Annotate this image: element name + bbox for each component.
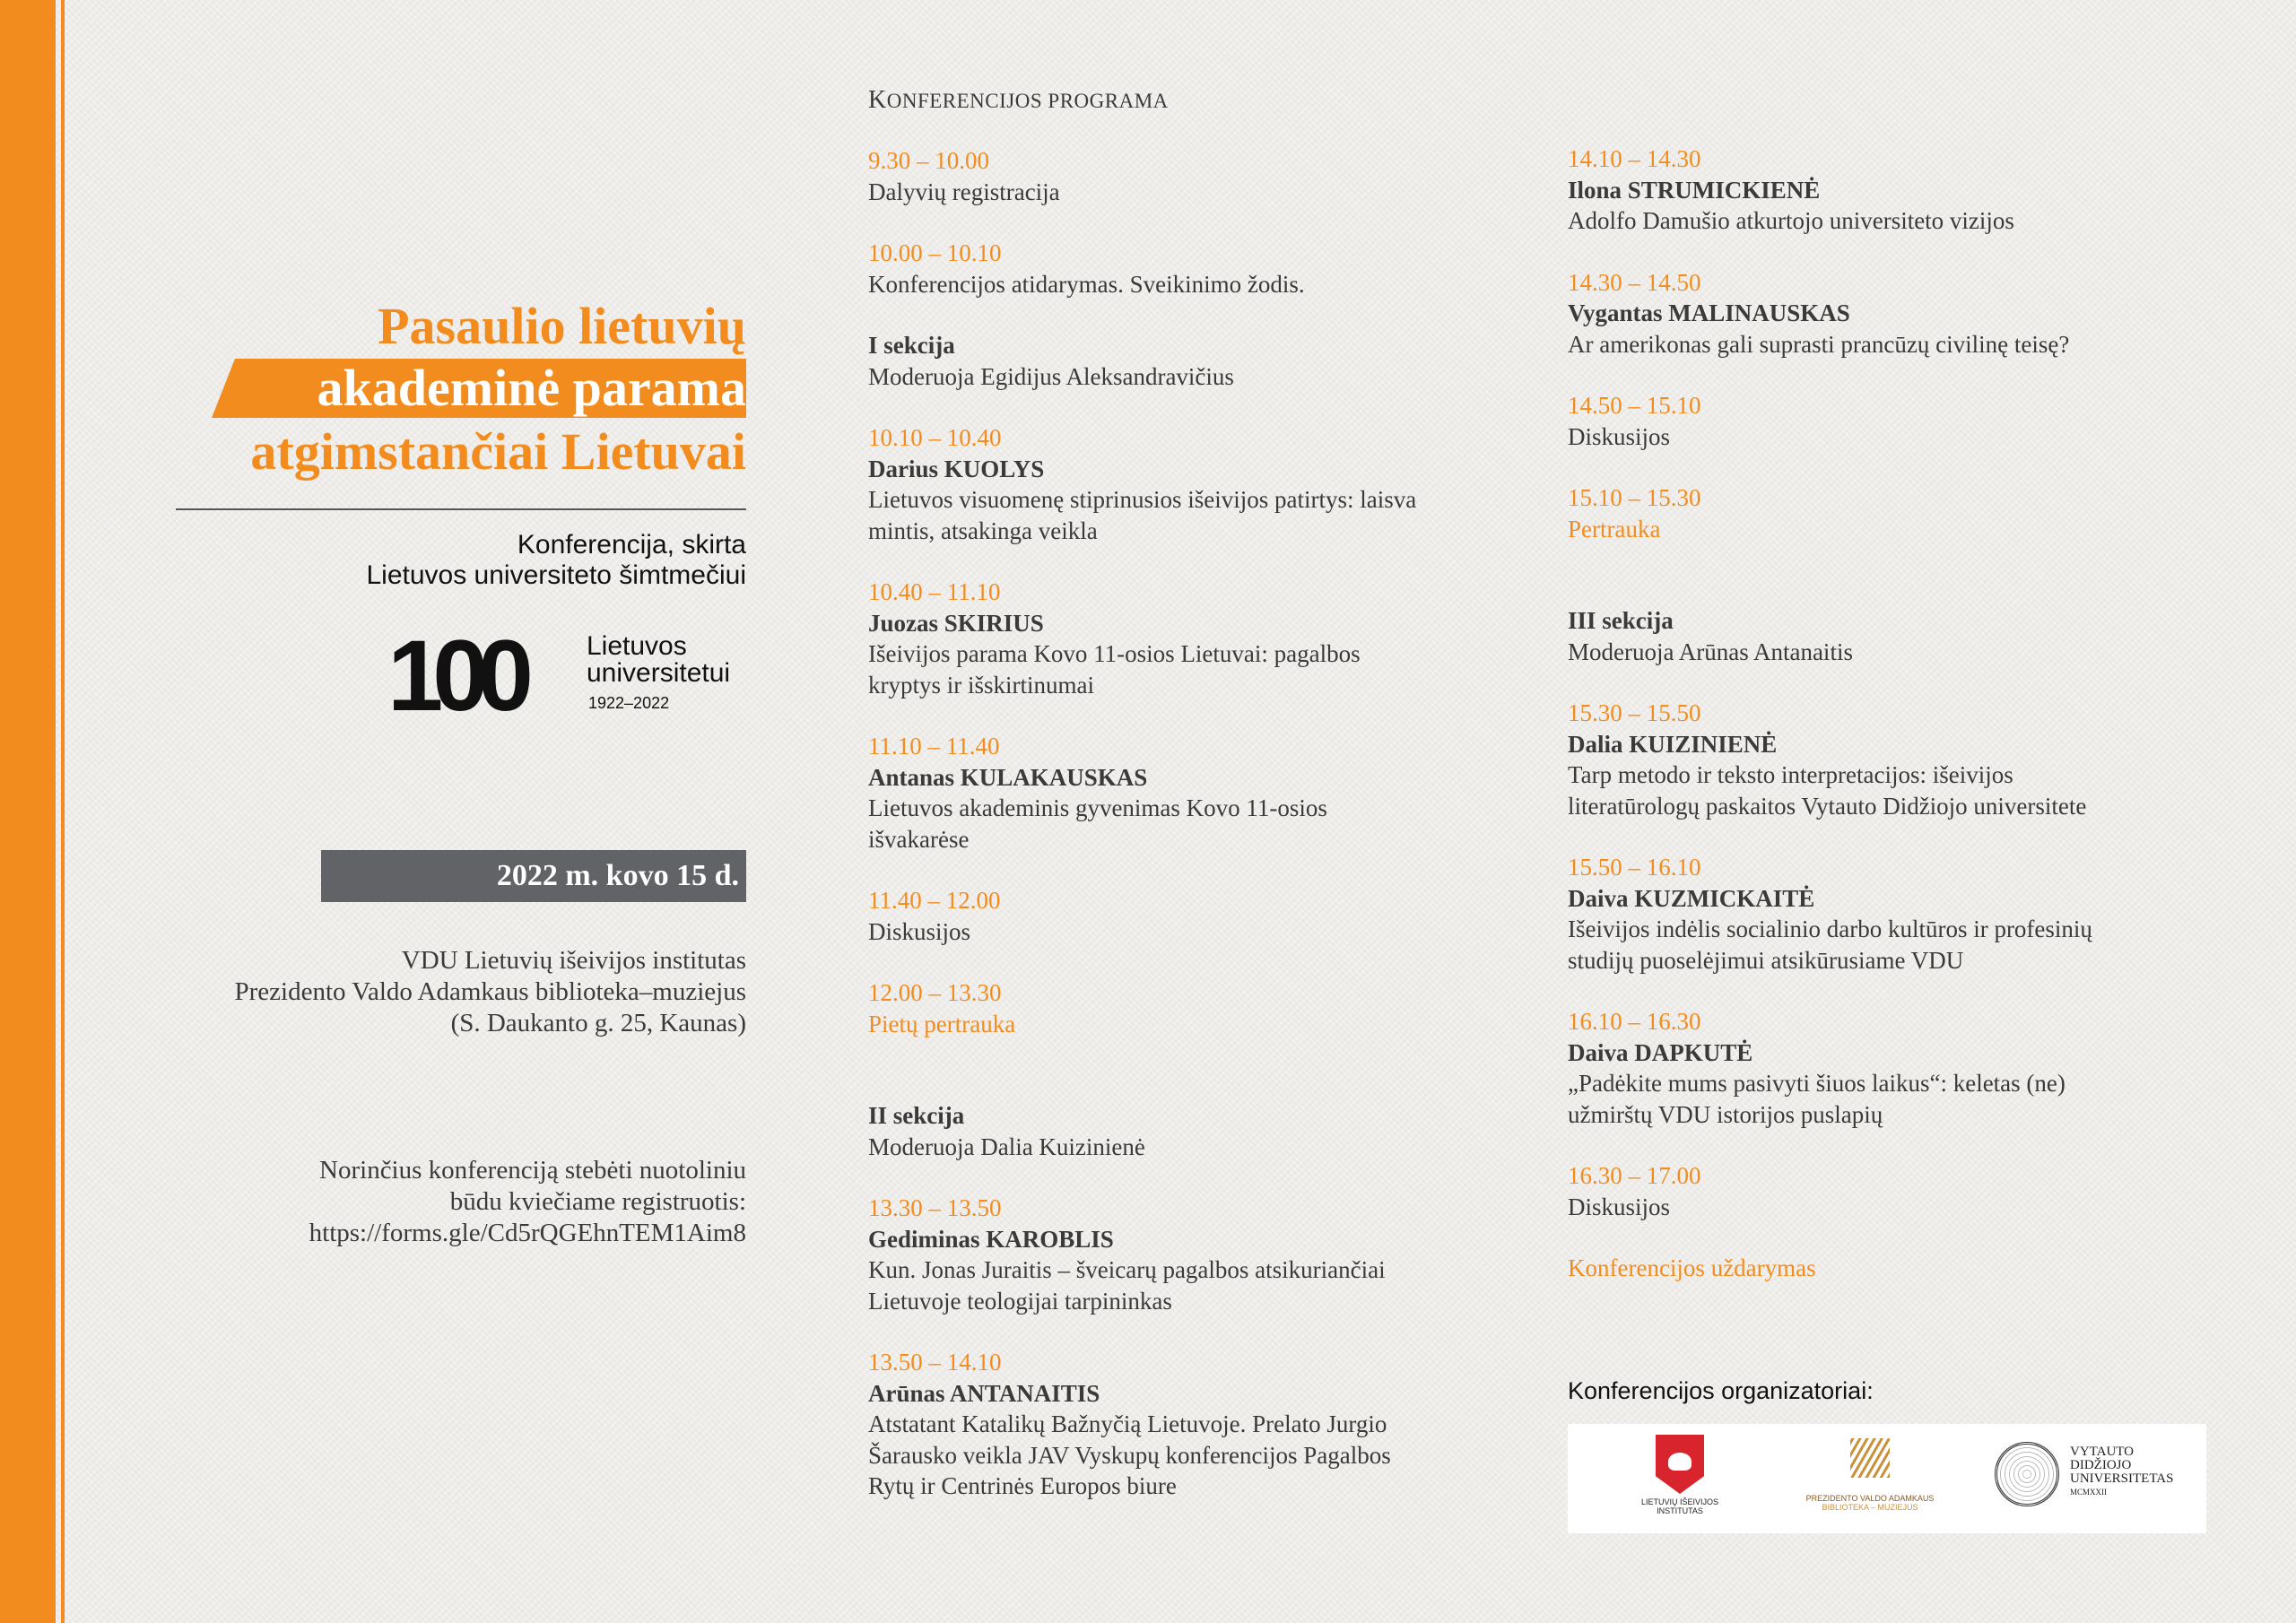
anniversary-line-1: Lietuvos [587, 631, 687, 661]
item-time: 11.40 – 12.00 [868, 887, 1001, 914]
online-registration [309, 1155, 746, 1249]
item-talk-line: mintis, atsakinga veikla [868, 516, 1098, 544]
item-speaker: Antanas KULAKAUSKAS [868, 763, 1148, 791]
item-talk-line: studijų puoselėjimui atsikūrusiame VDU [1568, 946, 1964, 974]
item-time: 15.10 – 15.30 [1568, 484, 1701, 511]
left-orange-stripe [0, 0, 56, 1623]
item-talk-line: Išeivijos parama Kovo 11-osios Lietuvai: pagalbos [868, 640, 1361, 667]
program-item [1568, 267, 2231, 360]
item-speaker: Vygantas MALINAUSKAS [1568, 299, 1850, 326]
org1-line-2: INSTITUTAS [1657, 1506, 1703, 1515]
item-time: 11.10 – 11.40 [868, 733, 1000, 759]
item-talk-line: Atstatant Katalikų Bažnyčią Lietuvoje. Prelato Jurgio [868, 1410, 1387, 1437]
item-talk-line: Lietuvos visuomenę stiprinusios išeivijos patirtys: laisva [868, 486, 1417, 513]
anniversary-number: 100 [387, 620, 523, 732]
org3-line-2: DIDŽIOJO [2070, 1458, 2132, 1472]
item-time: 10.10 – 10.40 [868, 424, 1002, 451]
venue-line-2: Prezidento Valdo Adamkaus biblioteka–muziejus [234, 977, 746, 1006]
org-adamkus-library [1785, 1435, 1955, 1512]
item-talk-line: išvakarėse [868, 825, 970, 853]
section-heading [868, 1100, 1532, 1162]
item-speaker: Dalia KUIZINIENĖ [1568, 730, 1778, 758]
org2-line-1: PREZIDENTO VALDO ADAMKAUS [1805, 1494, 1935, 1503]
anniversary-line-2: universitetui [587, 658, 731, 688]
spacer [1568, 575, 2231, 605]
anniversary-years: 1922–2022 [588, 694, 670, 712]
item-time: 15.50 – 16.10 [1568, 854, 1701, 881]
program-column-2 [1568, 143, 2231, 1315]
item-talk-line: Rytų ir Centrinės Europos biure [868, 1472, 1177, 1499]
item-speaker: Ilona STRUMICKIENĖ [1568, 176, 1821, 204]
program-item [868, 238, 1532, 299]
item-text: Diskusijos [1568, 422, 1671, 450]
item-text: Dalyvių registracija [868, 178, 1060, 205]
item-talk-line: Šarausko veikla JAV Vyskupų konferencijos Pagalbos [868, 1441, 1391, 1469]
program-item [868, 977, 1532, 1039]
program-item [868, 731, 1532, 855]
item-talk-line: Tarp metodo ir teksto interpretacijos: išeivijos [1568, 761, 2013, 788]
item-text: Diskusijos [1568, 1193, 1671, 1220]
closing-text: Konferencijos uždarymas [1568, 1254, 1816, 1281]
title-divider [176, 508, 746, 510]
spacer [868, 1070, 1532, 1100]
org3-line-1: VYTAUTO [2070, 1445, 2135, 1459]
program-item [1568, 390, 2231, 452]
item-talk-line: Ar amerikonas gali suprasti prancūzų civilinę teisę? [1568, 330, 2070, 358]
item-time: 16.10 – 16.30 [1568, 1008, 1701, 1035]
item-time: 14.30 – 14.50 [1568, 268, 1701, 296]
item-time: 14.50 – 15.10 [1568, 392, 1701, 419]
adamkus-library-logo-icon [1850, 1438, 1890, 1478]
left-orange-line [61, 0, 65, 1623]
program-item [868, 885, 1532, 947]
item-text: Diskusijos [868, 917, 971, 945]
item-talk-line: literatūrologų paskaitos Vytauto Didžiojo universitete [1568, 792, 2087, 820]
item-text: Konferencijos atidarymas. Sveikinimo žodis. [868, 270, 1305, 298]
item-time: 13.30 – 13.50 [868, 1194, 1002, 1221]
item-talk-line: Lietuvoje teologijai tarpininkas [868, 1287, 1172, 1315]
online-line-2: būdu kviečiame registruotis: [449, 1187, 746, 1216]
org-vdu [1995, 1442, 2183, 1514]
registration-link[interactable]: https://forms.gle/Cd5rQGEhnTEM1Aim8 [309, 1219, 746, 1247]
item-speaker: Daiva DAPKUTĖ [1568, 1038, 1753, 1066]
program-item [1568, 482, 2231, 544]
item-time: 14.10 – 14.30 [1568, 145, 1701, 172]
section-heading [868, 330, 1532, 392]
program-item [868, 145, 1532, 207]
item-speaker: Juozas SKIRIUS [868, 609, 1044, 637]
title-line-3: atgimstančiai Lietuvai [250, 422, 746, 481]
item-time: 16.30 – 17.00 [1568, 1162, 1701, 1189]
venue-line-1: VDU Lietuvių išeivijos institutas [401, 946, 746, 975]
event-date: 2022 m. kovo 15 d. [496, 859, 739, 892]
item-speaker: Gediminas KAROBLIS [868, 1225, 1114, 1253]
org1-line-1: LIETUVIŲ IŠEIVIJOS [1640, 1497, 1719, 1506]
vdu-seal-icon [1995, 1442, 2059, 1506]
item-talk-line: Išeivijos indėlis socialinio darbo kultūros ir profesinių [1568, 916, 2092, 942]
organizers-logos [1568, 1424, 2206, 1533]
item-talk-line: Kun. Jonas Juraitis – šveicarų pagalbos atsikuriančiai [868, 1256, 1386, 1283]
item-time: 15.30 – 15.50 [1568, 699, 1701, 726]
program-item [1568, 1006, 2231, 1130]
item-text: Pertrauka [1568, 515, 1661, 542]
program-item [1568, 1160, 2231, 1222]
org3-line-3: UNIVERSITETAS [2070, 1471, 2174, 1486]
program-item [868, 577, 1532, 700]
program-title-initial: K [868, 86, 887, 114]
item-time: 13.50 – 14.10 [868, 1349, 1002, 1376]
org3-line-4: MCMXXII [2070, 1488, 2108, 1497]
online-line-1: Norinčius konferenciją stebėti nuotoliniu [319, 1156, 746, 1185]
item-text: Pietų pertrauka [868, 1010, 1016, 1037]
program-title-rest: ONFERENCIJOS PROGRAMA [886, 90, 1169, 112]
item-time: 9.30 – 10.00 [868, 147, 989, 174]
subtitle-line-1: Konferencija, skirta [517, 530, 746, 560]
section-moderator: Moderuoja Arūnas Antanaitis [1568, 638, 1853, 665]
org-lii [1631, 1435, 1729, 1515]
item-talk-line: kryptys ir išskirtinumai [868, 671, 1094, 699]
venue [235, 945, 747, 1039]
item-time: 10.40 – 11.10 [868, 578, 1001, 605]
section-title: III sekcija [1568, 607, 1674, 634]
organizers-label: Konferencijos organizatoriai: [1568, 1377, 1874, 1404]
section-moderator: Moderuoja Dalia Kuizinienė [868, 1133, 1145, 1160]
org2-line-2: BIBLIOTEKA – MUZIEJUS [1822, 1503, 1918, 1512]
program-title [868, 86, 1169, 115]
title-line-2: akademinė parama [317, 359, 746, 417]
item-talk-line: Adolfo Damušio atkurtojo universiteto vizijos [1568, 207, 2014, 234]
item-speaker: Arūnas ANTANAITIS [868, 1379, 1100, 1407]
title-line-1: Pasaulio lietuvių [378, 297, 746, 355]
program-item [868, 1347, 1532, 1502]
section-moderator: Moderuoja Egidijus Aleksandravičius [868, 362, 1234, 390]
subtitle-line-2: Lietuvos universiteto šimtmečiui [366, 560, 746, 590]
program-item [868, 422, 1532, 546]
program-item [1568, 1253, 2231, 1284]
venue-line-3: (S. Daukanto g. 25, Kaunas) [450, 1009, 746, 1037]
vdu-text [2070, 1445, 2173, 1499]
section-heading [1568, 605, 2231, 667]
item-talk-line: Lietuvos akademinis gyvenimas Kovo 11-osios [868, 794, 1327, 821]
program-item [1568, 698, 2231, 821]
section-title: II sekcija [868, 1102, 965, 1129]
program-column-1 [868, 145, 1532, 1532]
lii-shield-icon [1656, 1435, 1704, 1494]
item-speaker: Darius KUOLYS [868, 455, 1045, 482]
item-time: 12.00 – 13.30 [868, 979, 1002, 1006]
program-item [868, 1193, 1532, 1316]
anniversary-logo-text [587, 633, 730, 687]
item-speaker: Daiva KUZMICKAITĖ [1568, 884, 1815, 912]
anniversary-logo [387, 620, 746, 732]
item-talk-line: „Padėkite mums pasivyti šiuos laikus“: keletas (ne) [1568, 1070, 2066, 1097]
subtitle [366, 530, 746, 591]
program-item [1568, 143, 2231, 237]
program-item [1568, 852, 2231, 976]
item-talk-line: užmirštų VDU istorijos puslapių [1568, 1100, 1883, 1128]
section-title: I sekcija [868, 332, 955, 359]
item-time: 10.00 – 10.10 [868, 239, 1002, 266]
